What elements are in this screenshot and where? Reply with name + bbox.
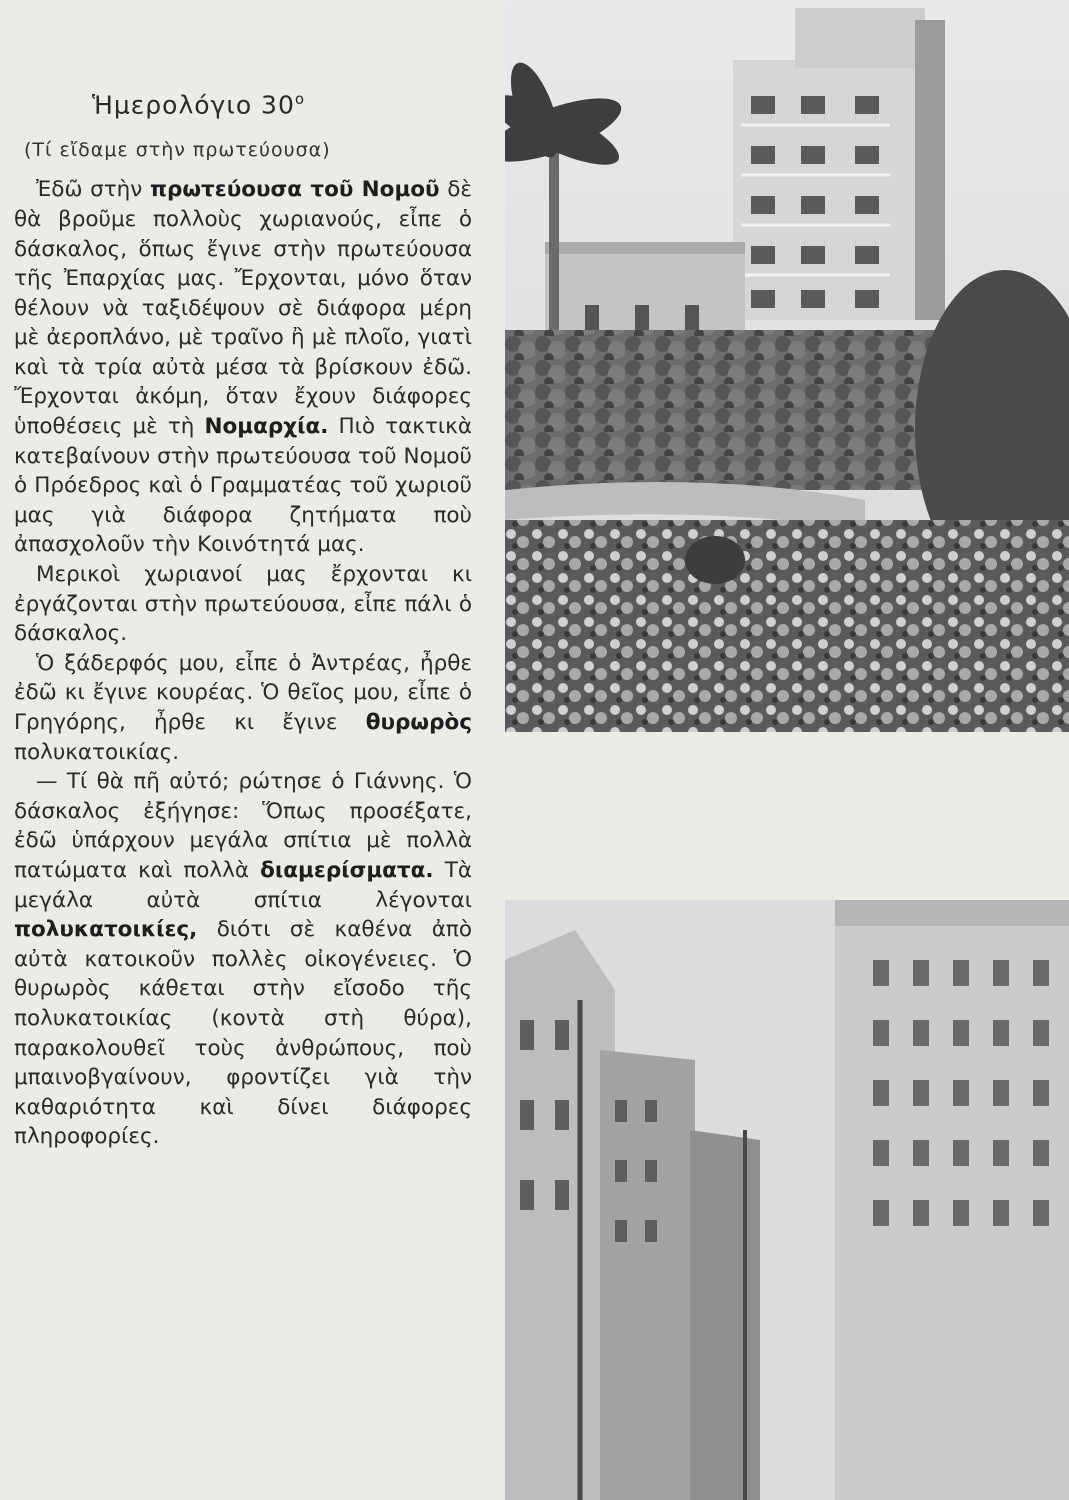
body-paragraph	[14, 649, 472, 767]
bold-term: πρωτεύουσα τοῦ Νομοῦ	[149, 177, 440, 203]
bold-term: θυρωρὸς	[365, 710, 472, 736]
body-paragraph	[14, 560, 472, 649]
bold-term: διαμερίσματα.	[260, 857, 434, 883]
text-run: πολυκατοικίας.	[14, 739, 180, 765]
text-run: — Τί θὰ πῆ αὐτό; ρώτησε ὁ Γιάννης. Ὁ δάσκαλος ἐξήγησε: Ὅπως προσέξατε, ἐδῶ ὑπάρχουν μεγάλα σπίτια μὲ πολλὰ πατώματα καὶ πολλὰ	[14, 769, 472, 883]
body-paragraph	[14, 175, 472, 560]
text-run: διότι σὲ καθένα ἀπὸ αὐτὰ κατοικοῦν πολλὲς οἰκογένειες. Ὁ θυρωρὸς κάθεται στὴν εἴσοδο τῆς πολυκατοικίας (κοντὰ στὴ θύρα), παρακολουθεῖ τοὺς ἀνθρώπους, ποὺ μπαινοβγαίνουν, φροντίζει γιὰ τὴν καθαριότητα καὶ δίνει διάφορες πληροφορίες.	[14, 917, 472, 1150]
photo-city-street	[505, 900, 1069, 1500]
bold-term: πολυκατοικίες,	[14, 917, 198, 943]
text-column	[14, 90, 472, 1152]
title-ordinal: ο	[294, 90, 306, 108]
photo-town-square	[505, 0, 1069, 732]
page-subtitle: (Τί εἴδαμε στὴν πρωτεύουσα)	[24, 139, 331, 162]
text-run: Ὁ ξάδερφός μου, εἶπε ὁ Ἀντρέας, ἦρθε ἐδῶ κι ἔγινε κουρέας. Ὁ θεῖος μου, εἶπε ὁ Γρηγόρης, ἦρθε κι ἔγινε	[14, 650, 472, 736]
text-run: Ἐδῶ στὴν	[36, 177, 150, 203]
page-title: Ἡμερολόγιο $30^o$	[92, 90, 306, 120]
text-run: Τὰ μεγάλα αὐτὰ σπίτια λέγονται	[14, 857, 472, 913]
text-run: Πιὸ τακτικὰ κατεβαίνουν στὴν πρωτεύουσα τοῦ Νομοῦ ὁ Πρόεδρος καὶ ὁ Γραμματέας τοῦ χωριοῦ μας γιὰ διάφορα ζητήματα ποὺ ἀπασχολοῦν τὴν Κοινότητά μας.	[14, 414, 472, 558]
text-run: δὲ θὰ βροῦμε πολλοὺς χωριανούς, εἶπε ὁ δάσκαλος, ὅπως ἔγινε στὴν πρωτεύουσα τῆς Ἐπαρχίας μας. Ἔρχονται, μόνο ὅταν θέλουν νὰ ταξιδέψουν σὲ διάφορα μέρη μὲ ἀεροπλάνο, μὲ τραῖνο ἢ μὲ πλοῖο, γιατὶ καὶ τὰ τρία αὐτὰ μέσα τὰ βρίσκουν ἐδῶ. Ἔρχονται ἀκόμη, ὅταν ἔχουν διάφορες ὑποθέσεις μὲ τὴ	[14, 177, 472, 440]
body-text	[14, 175, 472, 1152]
bold-term: Νομαρχία.	[204, 414, 329, 440]
body-paragraph	[14, 767, 472, 1152]
text-run: Μερικοὶ χωριανοί μας ἔρχονται κι ἐργάζονται στὴν πρωτεύουσα, εἶπε πάλι ὁ δάσκαλος.	[14, 562, 472, 647]
